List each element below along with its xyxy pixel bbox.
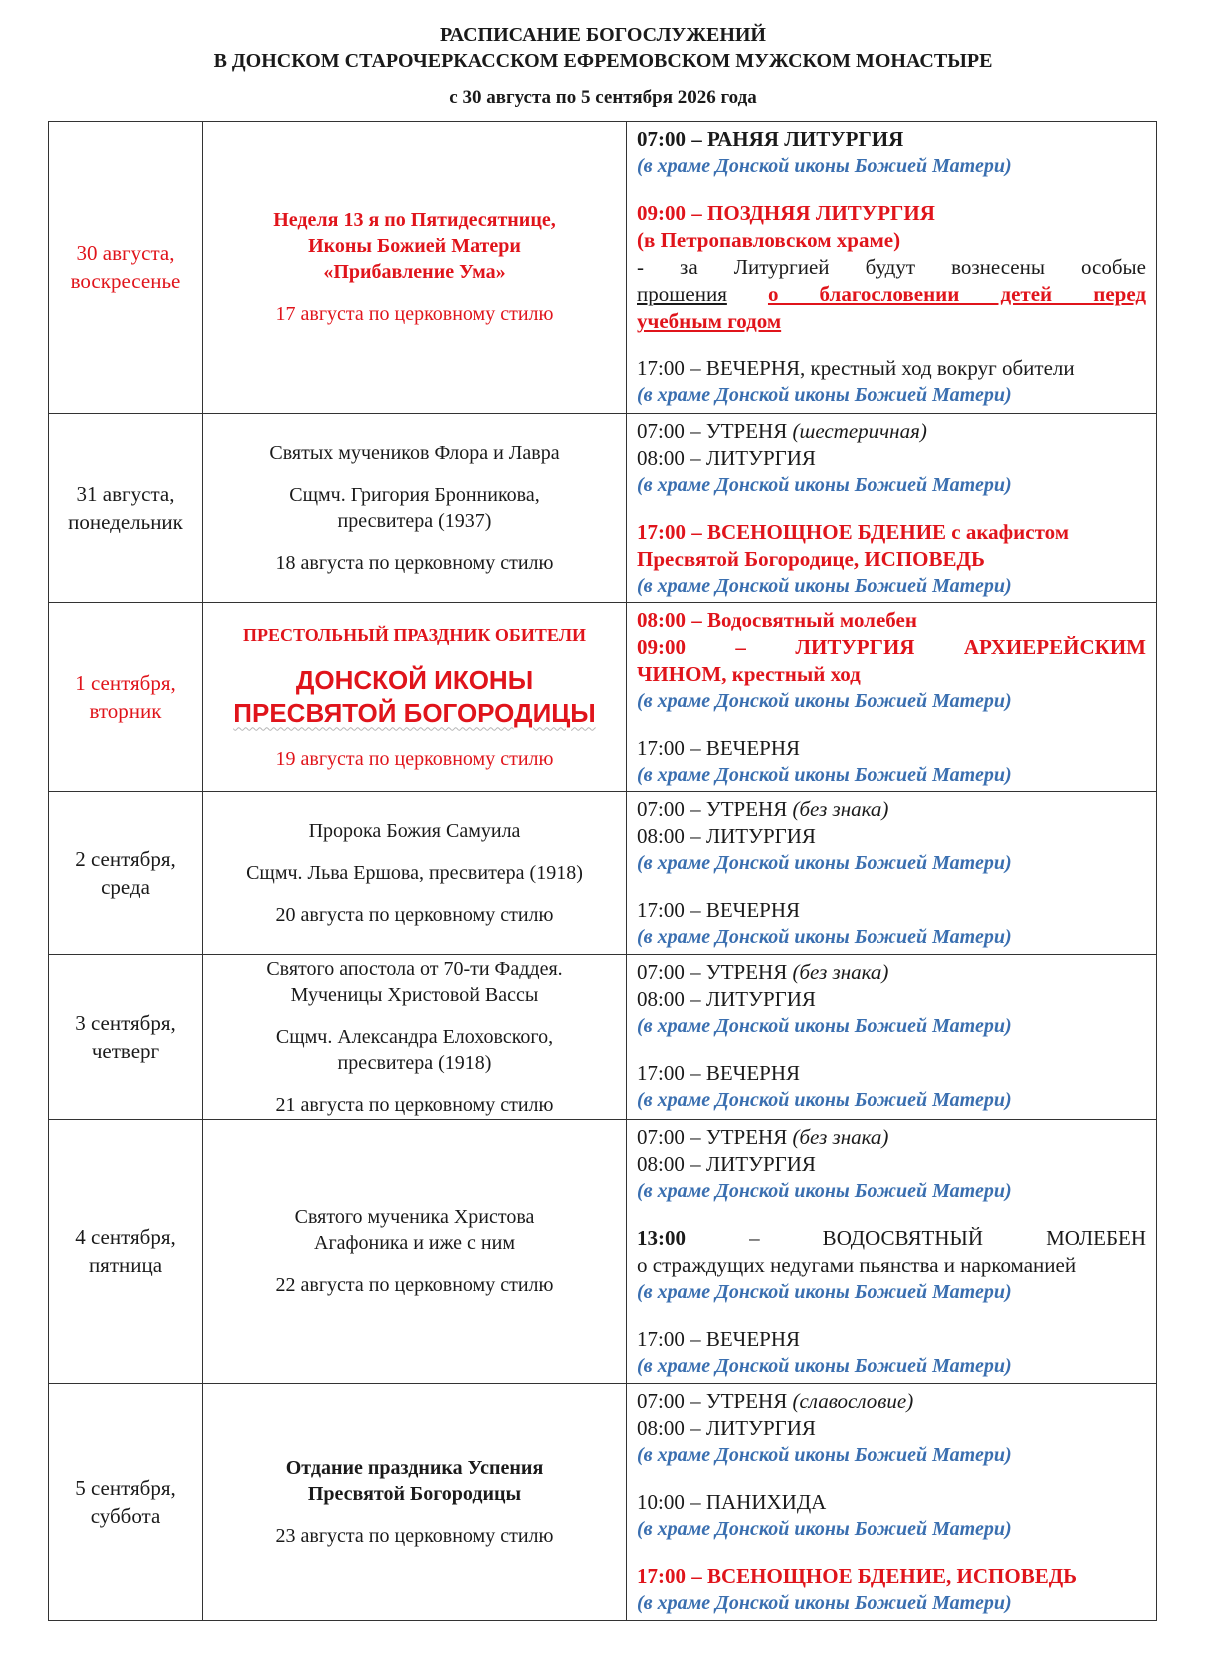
services-cell: [627, 1119, 1157, 1383]
feast-cell: [203, 792, 627, 954]
feast-title: Святых мучеников Флора и Лавра: [269, 441, 560, 464]
service-time: Пресвятой Богородице, ИСПОВЕДЬ: [637, 546, 985, 571]
date-cell: [49, 603, 203, 792]
church-location: (в храме Донской иконы Божией Матери): [637, 1280, 1012, 1303]
date-label: 5 сентября,: [75, 1475, 176, 1500]
services-cell: [627, 792, 1157, 954]
date-label: 4 сентября,: [75, 1225, 176, 1250]
feast-title: Иконы Божией Матери: [308, 235, 521, 258]
weekday-label: суббота: [90, 1503, 161, 1528]
church-location: (в храме Донской иконы Божией Матери): [637, 1443, 1012, 1466]
services-cell: [627, 122, 1157, 414]
feast-title: ПРЕСВЯТОЙ БОГОРОДИЦЫ: [233, 698, 596, 729]
date-label: 3 сентября,: [75, 1010, 176, 1035]
schedule-period: с 30 августа по 5 сентября 2026 года: [449, 87, 757, 108]
service-time: 08:00 – ЛИТУРГИЯ: [637, 445, 816, 470]
feast-title: Отдание праздника Успения: [285, 1456, 544, 1479]
service-time: 17:00 – ВЕЧЕРНЯ: [637, 1326, 800, 1351]
service-time: ЧИНОМ, крестный ход: [637, 662, 861, 687]
table-row: [49, 792, 1157, 954]
church-location: (в храме Донской иконы Божией Матери): [637, 473, 1012, 496]
service-note: - за Литургией будут вознесены особые: [637, 255, 1146, 279]
table-row: [49, 1383, 1157, 1620]
services-cell: [627, 1383, 1157, 1620]
date-cell: [49, 413, 203, 602]
church-location: (в храме Донской иконы Божией Матери): [637, 1591, 1012, 1614]
service-time: 07:00 – УТРЕНЯ (без знака): [637, 797, 889, 822]
feast-commemoration: Сщмч. Льва Ершова, пресвитера (1918): [246, 861, 583, 884]
service-note: учебным годом: [637, 309, 782, 333]
feast-cell: [203, 1119, 627, 1383]
church-location: (в храме Донской иконы Божией Матери): [637, 1088, 1012, 1111]
service-time: 08:00 – ЛИТУРГИЯ: [637, 986, 816, 1011]
date-label: 1 сентября,: [75, 671, 176, 696]
feast-commemoration: Сщмч. Александра Елоховского,: [275, 1025, 554, 1048]
table-row: [49, 954, 1157, 1119]
date-cell: [49, 1119, 203, 1383]
weekday-label: среда: [101, 874, 150, 899]
feast-commemoration: пресвитера (1937): [337, 509, 492, 532]
date-cell: [49, 1383, 203, 1620]
service-time: 08:00 – ЛИТУРГИЯ: [637, 1151, 816, 1176]
feast-title: Пророка Божия Самуила: [308, 819, 521, 842]
service-time: 17:00 – ВЕЧЕРНЯ, крестный ход вокруг обители: [637, 356, 1075, 380]
date-cell: [49, 122, 203, 414]
church-location: (в храме Донской иконы Божией Матери): [637, 1517, 1012, 1540]
service-time: 09:00 – ЛИТУРГИЯ АРХИЕРЕЙСКИМ: [637, 635, 1146, 660]
church-location: (в храме Донской иконы Божией Матери): [637, 1179, 1012, 1202]
church-location: (в храме Донской иконы Божией Матери): [637, 384, 1012, 406]
feast-commemoration: пресвитера (1918): [337, 1051, 492, 1074]
date-label: 31 августа,: [76, 481, 175, 506]
schedule-table: [48, 121, 1157, 1621]
feast-title: Святого апостола от 70-ти Фаддея.: [266, 957, 563, 980]
feast-cell: [203, 603, 627, 792]
church-location: (в храме Донской иконы Божией Матери): [637, 155, 1012, 177]
service-note: о страждущих недугами пьянства и наркоманией: [637, 1252, 1077, 1277]
feast-title: Агафоника и иже с ним: [314, 1232, 515, 1255]
service-time: 17:00 – ВСЕНОЩНОЕ БДЕНИЕ с акафистом: [637, 519, 1070, 544]
service-time: 07:00 – УТРЕНЯ (шестеричная): [637, 418, 927, 443]
date-label: 30 августа,: [76, 241, 175, 266]
weekday-label: пятница: [88, 1253, 163, 1278]
table-row: [49, 413, 1157, 602]
service-time: 07:00 – УТРЕНЯ (без знака): [637, 959, 889, 984]
service-time: 13:00 – ВОДОСВЯТНЫЙ МОЛЕБЕН: [637, 1225, 1147, 1250]
page-subtitle: В ДОНСКОМ СТАРОЧЕРКАССКОМ ЕФРЕМОВСКОМ МУЖСКОМ МОНАСТЫРЕ: [213, 50, 993, 72]
feast-cell: [203, 413, 627, 602]
feast-title: ДОНСКОЙ ИКОНЫ: [295, 665, 534, 696]
church-location: (в Петропавловском храме): [637, 228, 901, 252]
date-cell: [49, 792, 203, 954]
service-time: 17:00 – ВСЕНОЩНОЕ БДЕНИЕ, ИСПОВЕДЬ: [637, 1563, 1078, 1588]
weekday-label: понедельник: [68, 509, 183, 534]
church-location: (в храме Донской иконы Божией Матери): [637, 1354, 1012, 1377]
feast-cell: [203, 1383, 627, 1620]
date-cell: [49, 954, 203, 1119]
weekday-label: воскресенье: [70, 269, 181, 294]
service-time: 17:00 – ВЕЧЕРНЯ: [637, 898, 800, 923]
weekday-label: вторник: [89, 699, 162, 724]
weekday-label: четверг: [91, 1038, 160, 1063]
feast-cell: [203, 122, 627, 414]
church-location: (в храме Донской иконы Божией Матери): [637, 690, 1012, 713]
service-time: 08:00 – ЛИТУРГИЯ: [637, 1415, 816, 1440]
feast-commemoration: Сщмч. Григория Бронникова,: [289, 483, 540, 506]
service-time: 07:00 – УТРЕНЯ (без знака): [637, 1124, 889, 1149]
services-cell: [627, 603, 1157, 792]
old-style-date: 19 августа по церковному стилю: [275, 748, 554, 771]
service-time: 07:00 – УТРЕНЯ (славословие): [637, 1388, 914, 1413]
service-note: прошения о благословении детей перед: [637, 282, 1146, 306]
church-location: (в храме Донской иконы Божией Матери): [637, 764, 1012, 787]
church-location: (в храме Донской иконы Божией Матери): [637, 852, 1012, 875]
service-time: 07:00 – РАНЯЯ ЛИТУРГИЯ: [637, 127, 904, 151]
service-time: 09:00 – ПОЗДНЯЯ ЛИТУРГИЯ: [637, 201, 935, 225]
feast-cell: [203, 954, 627, 1119]
church-location: (в храме Донской иконы Божией Матери): [637, 1014, 1012, 1037]
table-row: [49, 1119, 1157, 1383]
old-style-date: 17 августа по церковному стилю: [275, 303, 554, 326]
services-cell: [627, 954, 1157, 1119]
service-time: 08:00 – ЛИТУРГИЯ: [637, 824, 816, 849]
feast-heading: ПРЕСТОЛЬНЫЙ ПРАЗДНИК ОБИТЕЛИ: [242, 625, 587, 646]
old-style-date: 20 августа по церковному стилю: [275, 903, 554, 926]
church-location: (в храме Донской иконы Божией Матери): [637, 574, 1012, 597]
church-location: (в храме Донской иконы Божией Матери): [637, 926, 1012, 949]
schedule-header: [0, 22, 1206, 110]
service-time: 10:00 – ПАНИХИДА: [637, 1489, 827, 1514]
table-row: [49, 122, 1157, 414]
date-label: 2 сентября,: [75, 846, 176, 871]
feast-title: Пресвятой Богородицы: [307, 1482, 522, 1505]
services-cell: [627, 413, 1157, 602]
old-style-date: 18 августа по церковному стилю: [275, 551, 554, 574]
service-time: 17:00 – ВЕЧЕРНЯ: [637, 736, 800, 761]
old-style-date: 21 августа по церковному стилю: [275, 1093, 554, 1116]
feast-title: Мученицы Христовой Вассы: [290, 983, 539, 1006]
feast-title: «Прибавление Ума»: [323, 261, 506, 284]
old-style-date: 22 августа по церковному стилю: [275, 1274, 554, 1297]
table-row: [49, 603, 1157, 792]
page-title: РАСПИСАНИЕ БОГОСЛУЖЕНИЙ: [440, 24, 766, 46]
feast-title: Неделя 13 я по Пятидесятнице,: [273, 209, 556, 232]
service-time: 17:00 – ВЕЧЕРНЯ: [637, 1060, 800, 1085]
service-time: 08:00 – Водосвятный молебен: [637, 608, 917, 633]
old-style-date: 23 августа по церковному стилю: [275, 1524, 554, 1547]
feast-title: Святого мученика Христова: [294, 1206, 535, 1229]
